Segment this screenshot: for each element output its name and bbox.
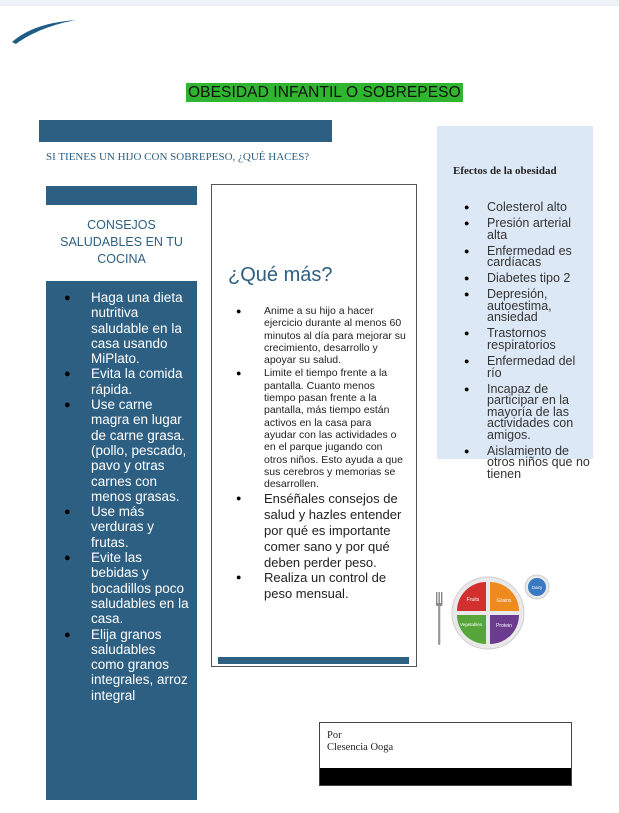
bullet-icon: ●	[64, 292, 71, 304]
bullet-icon: ●	[236, 493, 242, 504]
plate-vegetables-label: Vegetables	[459, 622, 483, 627]
bullet-icon: ●	[464, 273, 470, 284]
list-item: ● Elija granos saludables como granos integrales, arroz integral	[64, 626, 188, 703]
list-item: ● Anime a su hijo a hacer ejercicio durante al menos 60 minutos al día para mejorar su crecimiento, desarrollo y apoyar su salud.	[236, 305, 406, 367]
author-prefix: Por	[327, 730, 342, 741]
header-band	[39, 120, 332, 142]
que-mas-bar	[218, 657, 409, 664]
bullet-icon: ●	[236, 306, 242, 316]
plate-protein-label: Protein	[496, 623, 512, 629]
plate-grains-label: Grains	[496, 598, 512, 604]
list-item: ● Haga una dieta nutritiva saludable en la casa usando MiPlato.	[64, 290, 183, 367]
list-item: ● Incapaz de participar en la mayoría de las actividades con amigos.	[464, 381, 574, 442]
bullet-icon: ●	[464, 218, 470, 229]
bullet-icon: ●	[464, 289, 470, 300]
list-item: ● Use más verduras y frutas.	[64, 504, 155, 550]
decorative-swoosh	[10, 18, 80, 44]
bullet-icon: ●	[464, 445, 470, 456]
list-item: ● Diabetes tipo 2	[464, 271, 571, 286]
bullet-icon: ●	[64, 399, 71, 412]
plate-protein	[490, 615, 519, 644]
list-item: ● Presión arterial alta	[464, 216, 572, 242]
efectos-heading: Efectos de la obesidad	[453, 165, 557, 177]
efectos-list	[453, 202, 593, 485]
list-item: ● Evite las bebidas y bocadillos poco saludables en la casa.	[64, 550, 189, 627]
list-item: ● Enfermedad es cardíacas	[464, 243, 572, 270]
plate-dairy-label: Dairy	[531, 585, 543, 590]
author-text	[327, 730, 393, 754]
consejos-panel	[46, 281, 197, 800]
top-strip	[0, 0, 619, 6]
list-item: ● Enséñales consejos de salud y hazles entender por qué es importante comer sano y por qué deben perder peso.	[236, 491, 402, 570]
list-item: ● Evita la comida rápida.	[64, 366, 183, 397]
question-heading: SI TIENES UN HIJO CON SOBREPESO, ¿QUÉ HACES?	[46, 151, 310, 163]
bullet-icon: ●	[236, 368, 242, 379]
bullet-icon: ●	[64, 552, 71, 565]
bullet-icon: ●	[464, 202, 470, 212]
list-item: ● Colesterol alto	[464, 200, 567, 214]
author-box	[319, 722, 572, 786]
consejos-heading: CONSEJOS SALUDABLES EN TU COCINA	[60, 218, 183, 266]
myplate-icon	[432, 572, 560, 654]
bullet-icon: ●	[64, 368, 71, 381]
list-item: ● Trastornos respiratorios	[464, 326, 556, 352]
bullet-icon: ●	[236, 572, 242, 583]
bullet-icon: ●	[64, 628, 71, 641]
plate-fruits-label: Fruits	[466, 597, 480, 603]
list-item: ● Aislamiento de otros niños que no tienen	[464, 443, 590, 481]
list-item: ● Realiza un control de peso mensual.	[236, 570, 387, 602]
author-name: Clesencia Ooga	[327, 742, 394, 753]
consejos-band	[46, 186, 197, 205]
page-title: OBESIDAD INFANTIL O SOBREPESO	[188, 84, 461, 101]
list-item: ● Use carne magra en lugar de carne grasa. (pollo, pescado, pavo y otras carnes con menos grasas.	[64, 397, 187, 504]
author-footer-bar	[320, 768, 571, 785]
que-mas-heading: ¿Qué más?	[228, 264, 333, 286]
fork-icon	[436, 592, 442, 645]
bullet-icon: ●	[64, 506, 71, 519]
que-mas-list	[228, 305, 406, 602]
bullet-icon: ●	[464, 328, 470, 339]
bullet-icon: ●	[464, 383, 470, 394]
consejos-list	[46, 281, 197, 703]
list-item: ● Depresión, autoestima, ansiedad	[464, 287, 552, 325]
plate-grains	[490, 582, 519, 611]
bullet-icon: ●	[464, 356, 470, 367]
list-item: ● Enfermedad del río	[464, 354, 576, 380]
bullet-icon: ●	[464, 245, 470, 256]
plate-vegetables	[457, 615, 486, 644]
list-item: ● Limite el tiempo frente a la pantalla. Cuanto menos tiempo pasan frente a la pantalla, más tiempo están activos en la casa para ayudar con las actividades o en el parque jugando con otros niños. Esto ayuda a que sus cerebros y memorias se desarrollen.	[236, 367, 403, 491]
